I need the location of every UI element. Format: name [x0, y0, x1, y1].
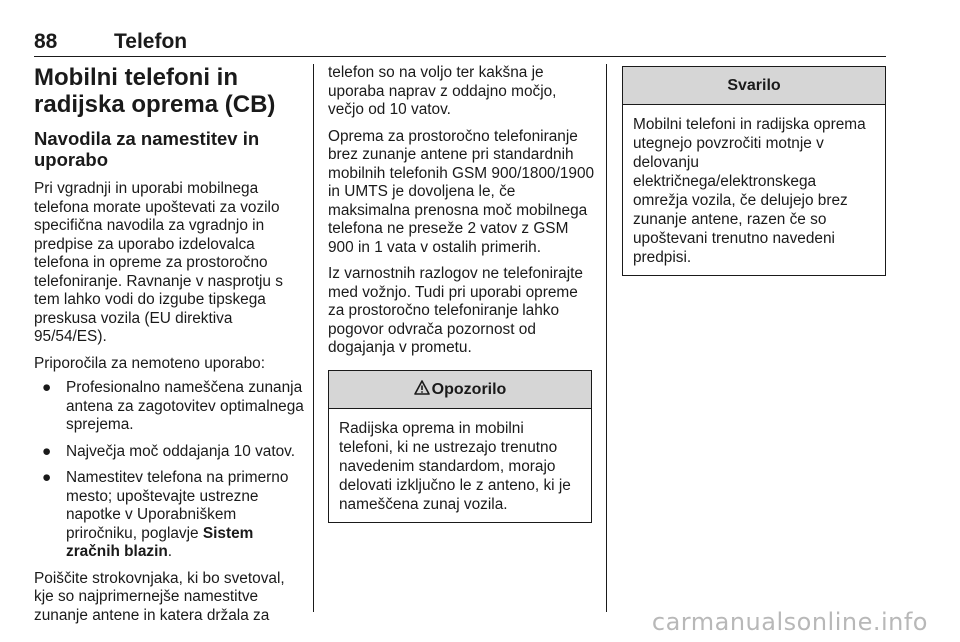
recommendation-list: [34, 379, 304, 562]
paragraph: Priporočila za nemoteno uporabo:: [34, 354, 266, 372]
bullet-icon: ●: [42, 442, 52, 460]
bullet-icon: ●: [42, 379, 52, 396]
warning-text: Radijska oprema in mobilni telefoni, ki ne ustrezajo trenutno navedenim standardom, morajo delovati izključno le z anteno, ki je nameščena zunaj vozila.: [339, 420, 571, 513]
warning-header: [329, 371, 591, 409]
list-item-text: Profesionalno nameščena zunanja antena za zagotovitev optimalnega sprejema.: [66, 379, 304, 433]
watermark: carmanualsonline.info: [651, 608, 928, 636]
article-title: Mobilni telefoni in radijska oprema (CB): [34, 64, 276, 118]
paragraph: telefon so na voljo ter kakšna je uporaba naprav z oddajno močjo, večjo od 10 vatov.: [328, 64, 557, 118]
caution-box: [622, 66, 886, 276]
section-title: Telefon: [114, 30, 188, 53]
list-item-text: Največja moč oddajanja 10 vatov.: [66, 442, 295, 460]
page-number: 88: [34, 30, 58, 53]
cross-reference-link[interactable]: Sistem zračnih blazin: [66, 524, 254, 560]
paragraph: Pri vgradnji in uporabi mobilnega telefona morate upoštevati za vozilo specifična navodila za vgradnjo in predpise za uporabo izdelovalca telefona in opreme za prostoročno telefoniranje. Ravnanje v nasprotju s tem lahko vodi do izgube tipskega preskusa vozila (EU direktiva 95/54/ES).: [34, 180, 283, 345]
list-item: [34, 469, 304, 562]
caution-header: [623, 67, 885, 105]
list-item-text: Namestitev telefona na primerno mesto; upoštevajte ustrezne napotke v Uporabniškem priročniku, poglavje: [66, 469, 289, 542]
paragraph: Oprema za prostoročno telefoniranje brez zunanje antene pri standardnih mobilnih telefonih GSM 900/1800/1900 in UMTS je dovoljena le, če maksimalna prenosna moč mobilnega telefona ne preseže 2 vatov z GSM 900 in 1 vata v ostalih primerih.: [328, 127, 595, 256]
warning-triangle-icon: [414, 380, 430, 395]
column-left: [34, 64, 304, 625]
column-divider: [606, 64, 607, 612]
paragraph: Iz varnostnih razlogov ne telefonirajte med vožnjo. Tudi pri uporabi opreme za prostoročno telefoniranje lahko pogovor odvrača pozornost od dogajanja v prometu.: [328, 265, 583, 356]
paragraph: Poiščite strokovnjaka, ki bo svetoval, kje so najprimernejše namestitve zunanje antene in katera držala za: [34, 569, 285, 624]
column-divider: [313, 64, 314, 612]
caution-title: Svarilo: [727, 77, 781, 94]
article-subtitle: Navodila za namestitev in uporabo: [34, 128, 260, 170]
caution-text: Mobilni telefoni in radijska oprema utegnejo povzročiti motnje v delovanju električnega/elektronskega omrežja vozila, če delujejo brez zunanje antene, razen če so upoštevani trenutno navedeni predpisi.: [633, 116, 866, 266]
column-middle: [328, 64, 596, 358]
list-item-text-end: .: [167, 543, 173, 560]
bullet-icon: ●: [42, 469, 52, 486]
warning-box: [328, 370, 592, 523]
page-header: [34, 30, 886, 57]
list-item: [34, 443, 304, 462]
list-item: [34, 379, 304, 435]
warning-title: Opozorilo: [431, 381, 507, 398]
